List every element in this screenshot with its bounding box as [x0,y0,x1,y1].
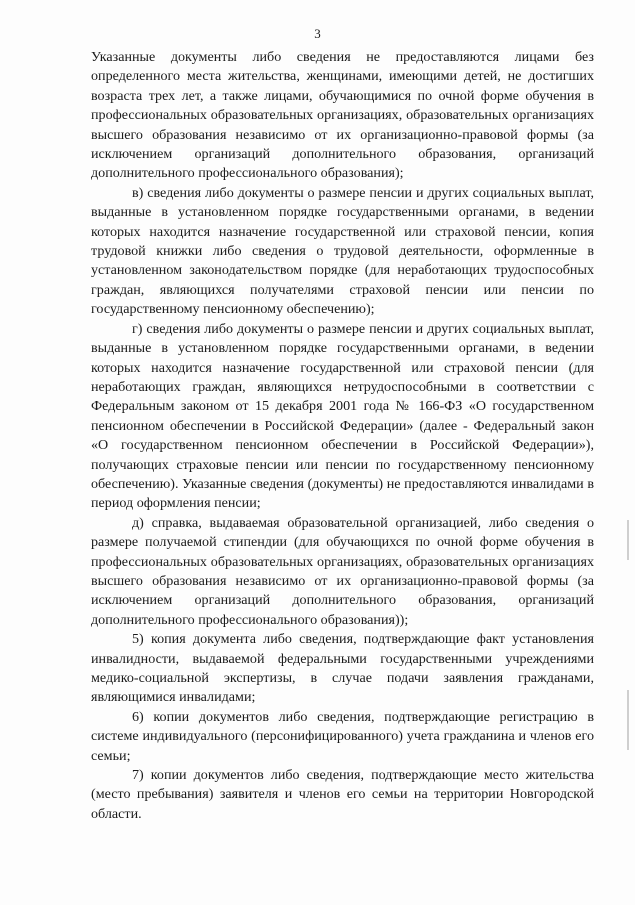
paragraph-item-d: д) справка, выдаваемая образовательной организацией, либо сведения о размере получаемой стипендии (для обучающихся по очной форме обучения в профессиональных образовательных организациях, образовательных организациях высшего образования независимо от их организационно-правовой формы (за исключением организаций дополнительного образования, организаций дополнительного профессионального образования)); [91,514,594,628]
scan-edge-mark [627,690,629,750]
paragraph-item-v: в) сведения либо документы о размере пенсии и других социальных выплат, выданные в установленном порядке государственными органами, в ведении которых находится назначение государственной или страховой пенсии, копия трудовой книжки либо сведения о трудовой деятельности, оформленные в установленном законодательством порядке (для неработающих трудоспособных граждан, являющихся получателями страховой пенсии или пенсии по государственному пенсионному обеспечению); [91,184,594,318]
paragraph-documents-not-provided: Указанные документы либо сведения не предоставляются лицами без определенного места жительства, женщинами, имеющими детей, не достигших возраста трех лет, а также лицами, обучающимися по очной форме обучения в профессиональных образовательных организациях, образовательных организациях высшего образования независимо от их организационно-правовой формы (за исключением организаций дополнительного образования, организаций дополнительного профессионального образования); [91,49,594,182]
page-number: 3 [314,26,321,41]
paragraph-item-6: 6) копии документов либо сведения, подтверждающие регистрацию в системе индивидуального (персонифицированного) учета гражданина и членов его семьи; [91,708,594,764]
document-body [91,48,594,824]
paragraph-item-5: 5) копия документа либо сведения, подтверждающие факт установления инвалидности, выдаваемой федеральными государственными учреждениями медико-социальной экспертизы, в случае подачи заявления гражданами, являющимися инвалидами; [91,631,594,706]
scan-edge-mark [627,520,629,560]
paragraph-item-7: 7) копии документов либо сведения, подтверждающие место жительства (место пребывания) заявителя и членов его семьи на территории Новгородской области. [91,767,594,822]
paragraph-item-g: г) сведения либо документы о размере пенсии и других социальных выплат, выданные в установленном порядке государственными органами, в ведении которых находится назначение государственной или страховой пенсии (для неработающих граждан, являющихся нетрудоспособными в соответствии с Федеральным законом от 15 декабря 2001 года № 166-ФЗ «О государственном пенсионном обеспечении в Российской Федерации» (далее - Федеральный закон «О государственном пенсионном обеспечении в Российской Федерации»), получающих страховые пенсии или пенсии по государственному пенсионному обеспечению). Указанные сведения (документы) не предоставляются инвалидами в период оформления пенсии; [91,320,594,512]
